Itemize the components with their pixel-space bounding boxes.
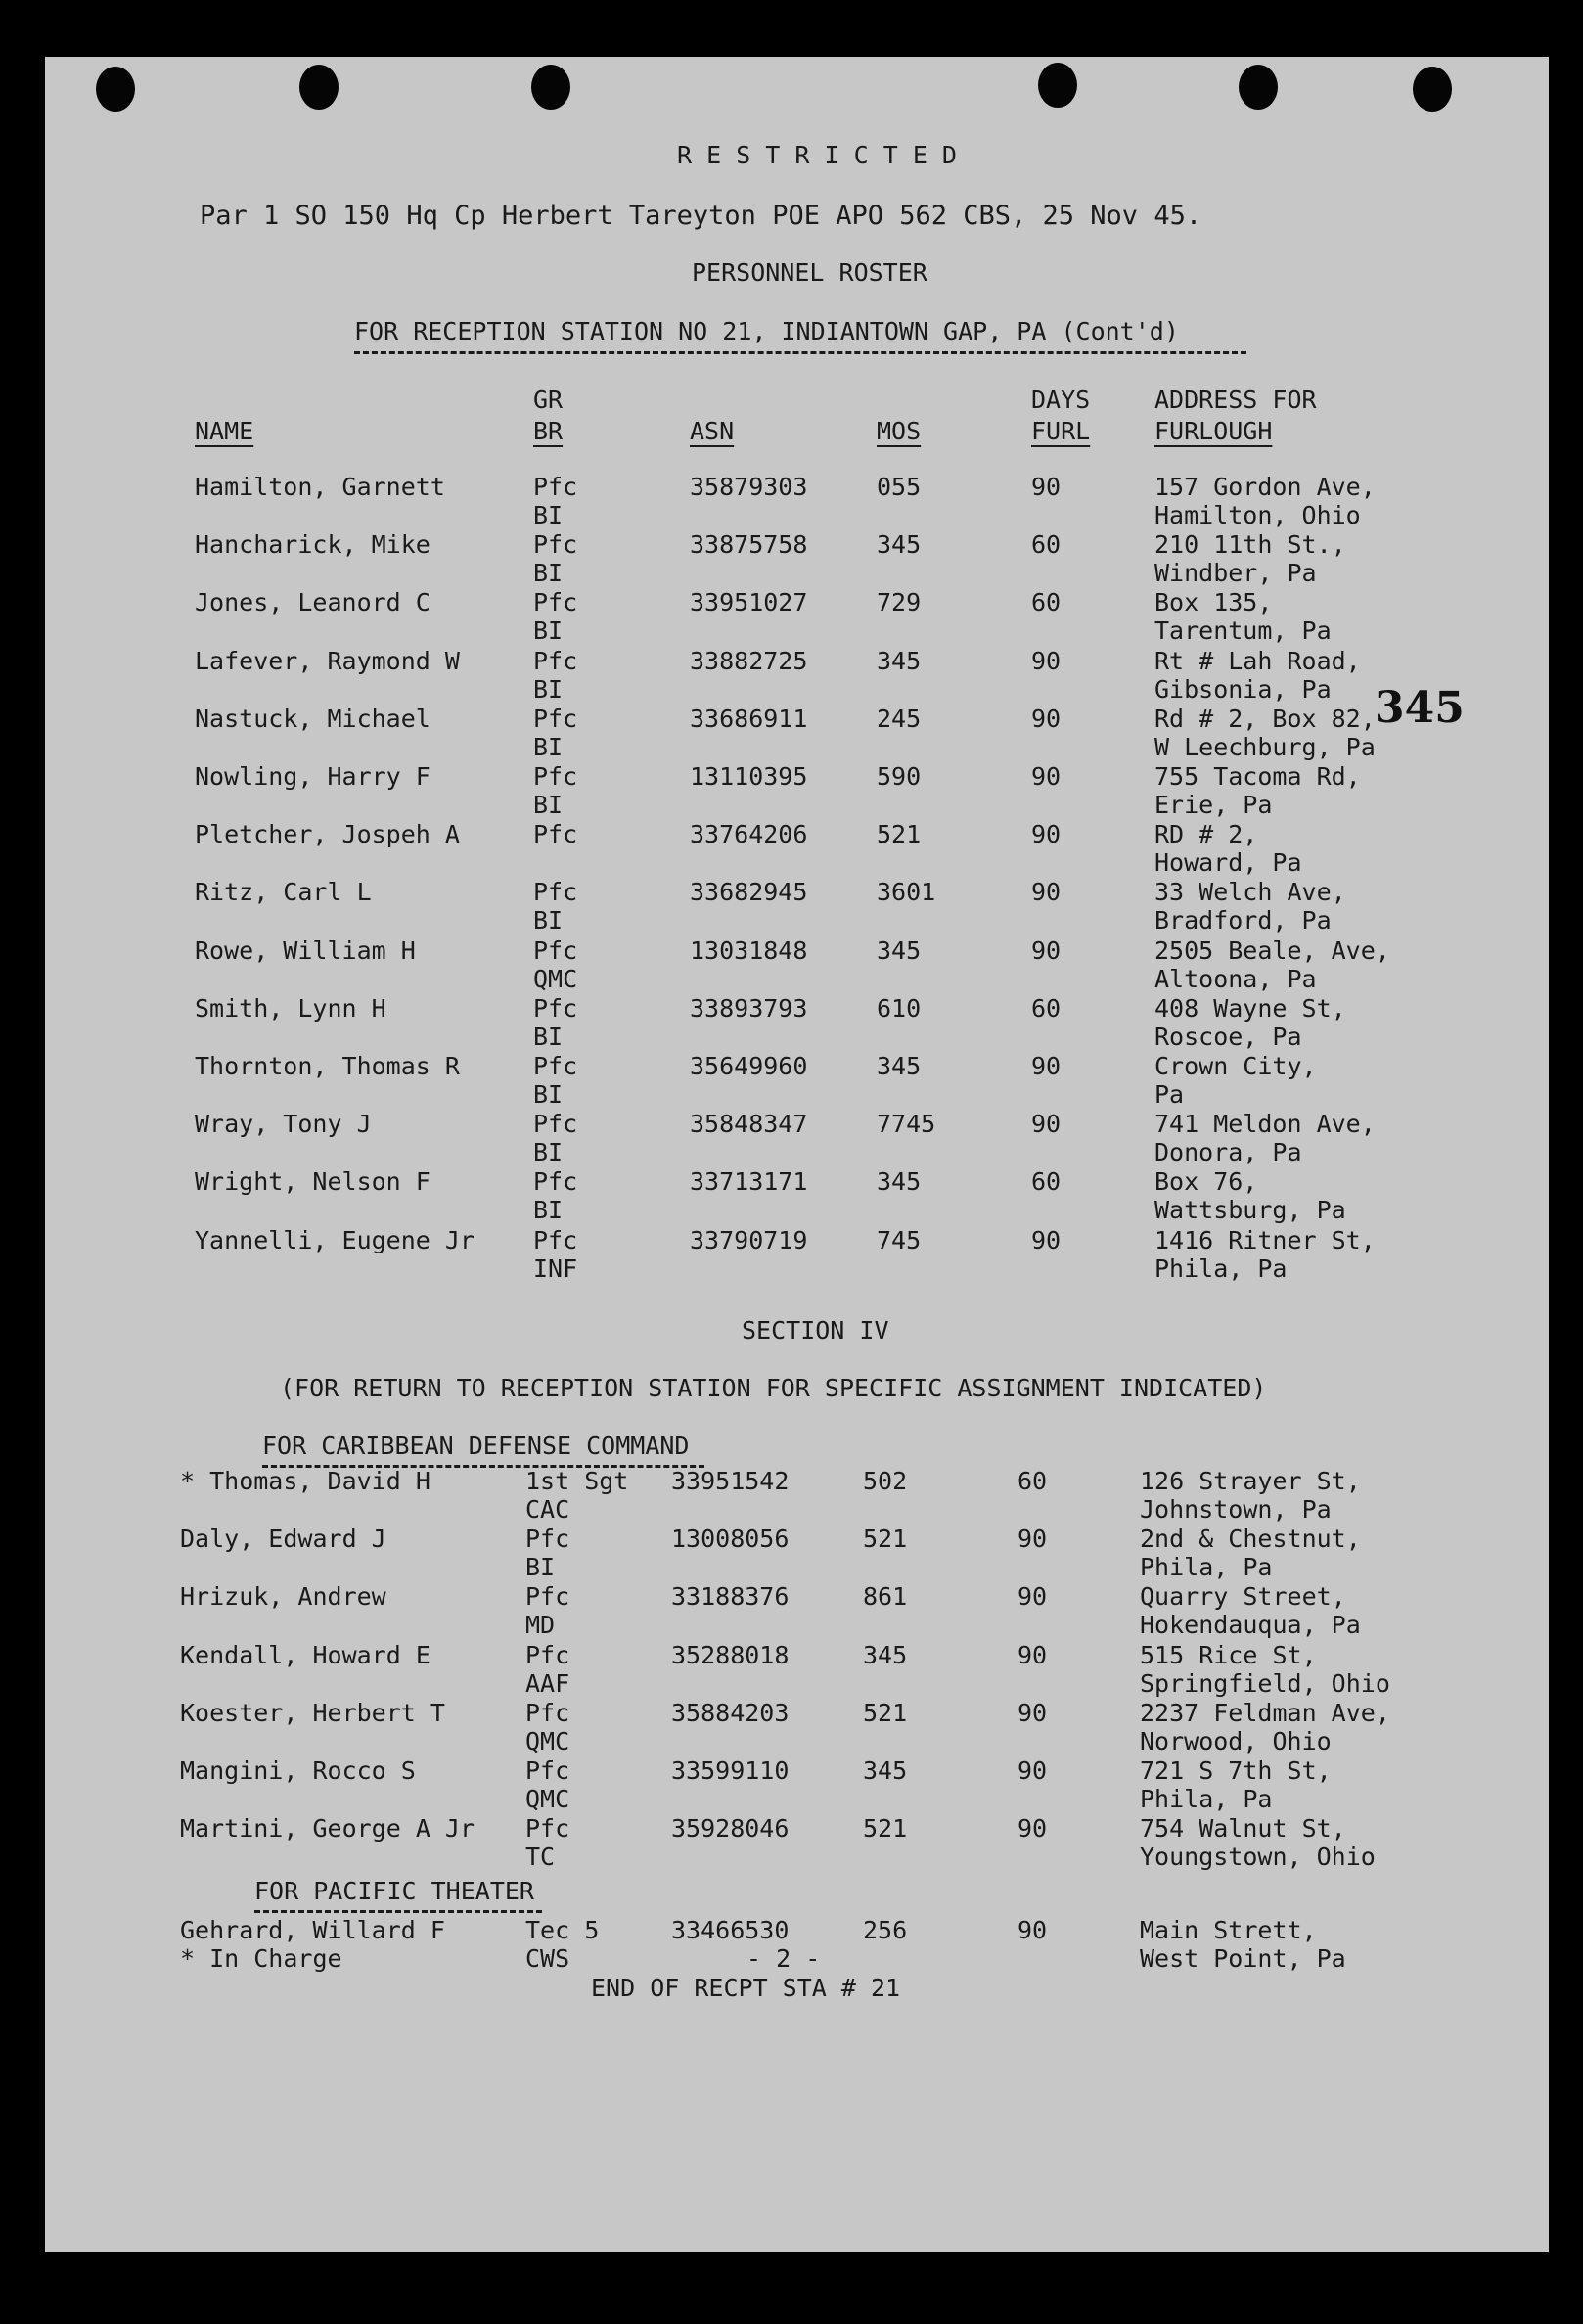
column-header-grade: GR — [533, 386, 564, 414]
serial-number: 33882725 — [690, 646, 808, 675]
address-line-2: Tarentum, Pa — [1154, 616, 1332, 646]
grade: Pfc — [525, 1640, 570, 1669]
punch-hole — [1239, 65, 1278, 110]
branch: QMC — [525, 1726, 570, 1755]
address-line-2: W Leechburg, Pa — [1154, 732, 1376, 761]
address-line-1: 1416 Ritner St, — [1154, 1225, 1376, 1254]
person-name: Nowling, Harry F — [195, 762, 430, 791]
punch-hole — [1413, 67, 1452, 112]
address-line-2: Windber, Pa — [1154, 559, 1317, 588]
column-header-days: DAYS — [1031, 386, 1091, 414]
serial-number: 33875758 — [690, 530, 808, 560]
furlough-days: 90 — [1031, 878, 1062, 907]
address-line-2: Pa — [1154, 1080, 1185, 1109]
serial-number: 33951542 — [671, 1467, 790, 1495]
serial-number: 33686911 — [690, 704, 808, 733]
furlough-days: 60 — [1031, 1167, 1062, 1197]
branch: BI — [533, 906, 564, 935]
serial-number: 33599110 — [671, 1756, 790, 1785]
address-line-1: RD # 2, — [1154, 820, 1258, 849]
furlough-days: 90 — [1031, 820, 1062, 849]
serial-number: 35288018 — [671, 1640, 790, 1669]
person-name: Daly, Edward J — [180, 1525, 386, 1554]
person-name: Rowe, William H — [195, 935, 416, 965]
address-line-1: Main Strett, — [1140, 1916, 1317, 1944]
mos-code: 345 — [877, 935, 922, 965]
furlough-days: 60 — [1031, 588, 1062, 617]
grade: Pfc — [533, 704, 578, 733]
person-name: Lafever, Raymond W — [195, 646, 460, 675]
grade: Pfc — [525, 1698, 570, 1727]
person-name: Nastuck, Michael — [195, 704, 430, 733]
address-line-1: 157 Gordon Ave, — [1154, 473, 1376, 501]
person-name: Kendall, Howard E — [180, 1640, 430, 1669]
serial-number: 33466530 — [671, 1916, 790, 1944]
address-line-2: Norwood, Ohio — [1140, 1726, 1332, 1755]
serial-number: 13110395 — [690, 762, 808, 791]
punch-hole — [96, 67, 135, 112]
mos-code: 3601 — [877, 878, 936, 907]
serial-number: 33713171 — [690, 1167, 808, 1197]
furlough-days: 90 — [1018, 1698, 1048, 1727]
person-name: Jones, Leanord C — [195, 588, 430, 617]
branch: AAF — [525, 1668, 570, 1698]
grade: Pfc — [533, 1052, 578, 1080]
column-header-name: NAME — [195, 417, 254, 445]
pacific-heading-underline — [254, 1910, 542, 1913]
furlough-days: 60 — [1031, 530, 1062, 560]
roster-subtitle: FOR RECEPTION STATION NO 21, INDIANTOWN GAP, PA (Cont'd) — [354, 317, 1179, 345]
address-line-2: Hamilton, Ohio — [1154, 501, 1361, 529]
serial-number: 33682945 — [690, 878, 808, 907]
furlough-days: 90 — [1031, 762, 1062, 791]
mos-code: 345 — [877, 646, 922, 675]
address-line-1: 721 S 7th St, — [1140, 1756, 1332, 1785]
mos-code: 861 — [863, 1582, 908, 1612]
in-charge-note: * In Charge — [180, 1944, 342, 1973]
address-line-1: Crown City, — [1154, 1052, 1317, 1080]
address-line-1: 2237 Feldman Ave, — [1140, 1698, 1390, 1727]
grade: Pfc — [533, 1110, 578, 1139]
address-line-2: Bradford, Pa — [1154, 906, 1332, 935]
mos-code: 610 — [877, 993, 922, 1023]
grade: Pfc — [533, 530, 578, 560]
person-name: Martini, George A Jr — [180, 1814, 475, 1844]
mos-code: 345 — [877, 1167, 922, 1197]
furlough-days: 90 — [1031, 704, 1062, 733]
address-line-2: Howard, Pa — [1154, 848, 1302, 878]
handwritten-page-stamp: 345 — [1375, 683, 1465, 733]
address-line-1: Box 76, — [1154, 1167, 1258, 1197]
person-name: Smith, Lynn H — [195, 993, 386, 1023]
mos-code: 590 — [877, 762, 922, 791]
branch: BI — [533, 791, 564, 819]
address-line-1: 33 Welch Ave, — [1154, 878, 1346, 907]
furlough-days: 90 — [1031, 1225, 1062, 1254]
person-name: Mangini, Rocco S — [180, 1756, 416, 1785]
grade: Pfc — [533, 588, 578, 617]
special-order-reference: Par 1 SO 150 Hq Cp Herbert Tareyton POE APO 562 CBS, 25 Nov 45. — [200, 201, 1202, 231]
column-header-address: ADDRESS FOR — [1154, 386, 1317, 414]
address-line-2: West Point, Pa — [1140, 1944, 1346, 1973]
branch: MD — [525, 1611, 556, 1640]
furlough-days: 60 — [1031, 993, 1062, 1023]
serial-number: 13031848 — [690, 935, 808, 965]
address-line-2: Springfield, Ohio — [1140, 1668, 1390, 1698]
branch: BI — [533, 732, 564, 761]
grade: Pfc — [533, 935, 578, 965]
address-line-2: Youngstown, Ohio — [1140, 1843, 1376, 1872]
grade: Pfc — [533, 473, 578, 501]
mos-code: 521 — [863, 1525, 908, 1554]
grade: Pfc — [533, 820, 578, 849]
column-header-mos: MOS — [877, 417, 922, 445]
furlough-days: 90 — [1018, 1814, 1048, 1844]
address-line-2: Donora, Pa — [1154, 1138, 1302, 1167]
mos-code: 521 — [863, 1698, 908, 1727]
mos-code: 7745 — [877, 1110, 936, 1139]
furlough-days: 90 — [1018, 1756, 1048, 1785]
branch: QMC — [525, 1785, 570, 1813]
serial-number: 35649960 — [690, 1052, 808, 1080]
subtitle-underline — [354, 351, 1246, 354]
punch-hole — [1038, 63, 1077, 108]
serial-number: 33893793 — [690, 993, 808, 1023]
mos-code: 521 — [863, 1814, 908, 1844]
address-line-1: 754 Walnut St, — [1140, 1814, 1346, 1844]
serial-number: 35879303 — [690, 473, 808, 501]
furlough-days: 90 — [1031, 935, 1062, 965]
punch-hole — [531, 65, 570, 110]
column-header-branch: BR — [533, 417, 564, 445]
address-line-2: Phila, Pa — [1140, 1785, 1273, 1813]
mos-code: 256 — [863, 1916, 908, 1944]
serial-number: 33188376 — [671, 1582, 790, 1612]
person-name: Wright, Nelson F — [195, 1167, 430, 1197]
branch: BI — [533, 1080, 564, 1109]
mos-code: 745 — [877, 1225, 922, 1254]
end-of-station-line: END OF RECPT STA # 21 — [591, 1974, 901, 2002]
furlough-days: 90 — [1031, 1110, 1062, 1139]
furlough-days: 90 — [1018, 1916, 1048, 1944]
person-name: Pletcher, Jospeh A — [195, 820, 460, 849]
address-line-1: Quarry Street, — [1140, 1582, 1346, 1612]
grade: Pfc — [525, 1525, 570, 1554]
address-line-2: Wattsburg, Pa — [1154, 1196, 1346, 1225]
grade: 1st Sgt — [525, 1467, 629, 1495]
serial-number: 35884203 — [671, 1698, 790, 1727]
address-line-1: 126 Strayer St, — [1140, 1467, 1361, 1495]
furlough-days: 60 — [1018, 1467, 1048, 1495]
grade: Pfc — [533, 762, 578, 791]
address-line-2: Altoona, Pa — [1154, 964, 1317, 993]
address-line-2: Gibsonia, Pa — [1154, 674, 1332, 704]
grade: Pfc — [525, 1756, 570, 1785]
mos-code: 345 — [863, 1756, 908, 1785]
pacific-heading: FOR PACIFIC THEATER — [254, 1877, 534, 1905]
person-name: Yannelli, Eugene Jr — [195, 1225, 475, 1254]
column-header-asn: ASN — [690, 417, 735, 445]
furlough-days: 90 — [1018, 1582, 1048, 1612]
mos-code: 345 — [877, 530, 922, 560]
furlough-days: 90 — [1031, 1052, 1062, 1080]
person-name: Hrizuk, Andrew — [180, 1582, 386, 1612]
branch: INF — [533, 1253, 578, 1283]
address-line-1: 210 11th St., — [1154, 530, 1346, 560]
person-name: Koester, Herbert T — [180, 1698, 445, 1727]
serial-number: 33790719 — [690, 1225, 808, 1254]
furlough-days: 90 — [1018, 1525, 1048, 1554]
furlough-days: 90 — [1031, 646, 1062, 675]
person-name: Hancharick, Mike — [195, 530, 430, 560]
branch: QMC — [533, 964, 578, 993]
address-line-2: Phila, Pa — [1140, 1553, 1273, 1582]
roster-title: PERSONNEL ROSTER — [692, 258, 927, 287]
section-heading: SECTION IV — [742, 1316, 889, 1344]
grade: Pfc — [533, 878, 578, 907]
restricted-marking: R E S T R I C T E D — [677, 141, 957, 169]
address-line-2: Hokendauqua, Pa — [1140, 1611, 1361, 1640]
grade: Pfc — [525, 1814, 570, 1844]
address-line-1: 741 Meldon Ave, — [1154, 1110, 1376, 1139]
person-name: Gehrard, Willard F — [180, 1916, 445, 1944]
person-name: Thornton, Thomas R — [195, 1052, 460, 1080]
caribbean-heading: FOR CARIBBEAN DEFENSE COMMAND — [262, 1432, 690, 1460]
furlough-days: 90 — [1018, 1640, 1048, 1669]
grade: Tec 5 — [525, 1916, 600, 1944]
grade: Pfc — [533, 646, 578, 675]
address-line-1: 408 Wayne St, — [1154, 993, 1346, 1023]
mos-code: 245 — [877, 704, 922, 733]
branch: BI — [533, 1196, 564, 1225]
section-purpose: (FOR RETURN TO RECEPTION STATION FOR SPECIFIC ASSIGNMENT INDICATED) — [280, 1374, 1267, 1402]
branch: TC — [525, 1843, 556, 1872]
serial-number: 33764206 — [690, 820, 808, 849]
serial-number: 35848347 — [690, 1110, 808, 1139]
person-name: Hamilton, Garnett — [195, 473, 445, 501]
mos-code: 055 — [877, 473, 922, 501]
serial-number: 33951027 — [690, 588, 808, 617]
grade: Pfc — [533, 1225, 578, 1254]
mos-code: 521 — [877, 820, 922, 849]
branch: BI — [525, 1553, 556, 1582]
address-line-1: 2505 Beale, Ave, — [1154, 935, 1390, 965]
mos-code: 502 — [863, 1467, 908, 1495]
person-name: Wray, Tony J — [195, 1110, 372, 1139]
address-line-1: 2nd & Chestnut, — [1140, 1525, 1361, 1554]
address-line-2: Johnstown, Pa — [1140, 1495, 1332, 1524]
serial-number: 13008056 — [671, 1525, 790, 1554]
grade: Pfc — [533, 993, 578, 1023]
address-line-2: Erie, Pa — [1154, 791, 1273, 819]
person-name: * Thomas, David H — [180, 1467, 430, 1495]
grade: Pfc — [533, 1167, 578, 1197]
column-header-furlough-days: FURL — [1031, 417, 1091, 445]
branch: CAC — [525, 1495, 570, 1524]
branch: BI — [533, 501, 564, 529]
branch: BI — [533, 616, 564, 646]
document-page — [45, 57, 1549, 2252]
address-line-1: Box 135, — [1154, 588, 1273, 617]
address-line-1: Rd # 2, Box 82, — [1154, 704, 1376, 733]
address-line-1: 515 Rice St, — [1140, 1640, 1317, 1669]
page-number: - 2 - — [746, 1944, 821, 1973]
serial-number: 35928046 — [671, 1814, 790, 1844]
address-line-1: Rt # Lah Road, — [1154, 646, 1361, 675]
branch: BI — [533, 559, 564, 588]
branch: BI — [533, 1022, 564, 1051]
branch: CWS — [525, 1944, 570, 1973]
grade: Pfc — [525, 1582, 570, 1612]
furlough-days: 90 — [1031, 473, 1062, 501]
mos-code: 345 — [877, 1052, 922, 1080]
mos-code: 345 — [863, 1640, 908, 1669]
address-line-2: Phila, Pa — [1154, 1253, 1288, 1283]
branch: BI — [533, 1138, 564, 1167]
mos-code: 729 — [877, 588, 922, 617]
branch: BI — [533, 674, 564, 704]
address-line-2: Roscoe, Pa — [1154, 1022, 1302, 1051]
column-header-furlough-address: FURLOUGH — [1154, 417, 1273, 445]
address-line-1: 755 Tacoma Rd, — [1154, 762, 1361, 791]
punch-hole — [299, 65, 339, 110]
person-name: Ritz, Carl L — [195, 878, 372, 907]
